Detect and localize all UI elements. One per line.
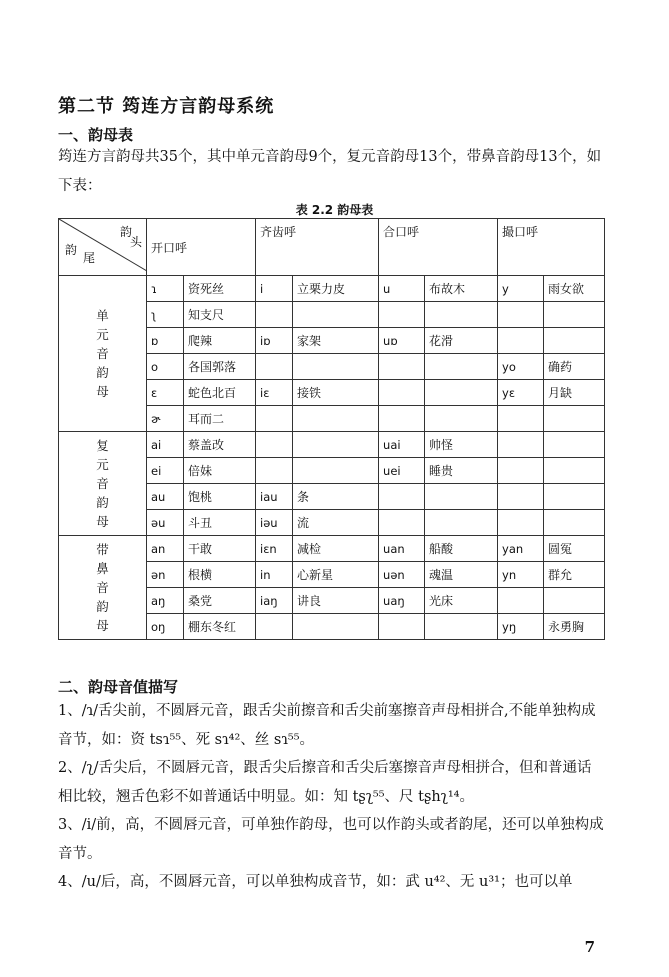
group-label (59, 432, 147, 536)
example-cell: 永勇胸 (544, 614, 605, 640)
paragraph-1: 1、/ɿ/舌尖前，不圆唇元音，跟舌尖前擦音和舌尖前塞擦音声母相拼合,不能单独构成音节，如：资 tsɿ⁵⁵、死 sɿ⁴²、丝 sɿ⁵⁵。 (58, 703, 596, 748)
example-cell (544, 302, 605, 328)
ipa-cell: in (256, 562, 293, 588)
corner-label-left: 韵 (65, 243, 78, 257)
example-cell: 爬辣 (184, 328, 256, 354)
example-cell: 桑党 (184, 588, 256, 614)
ipa-cell: ai (147, 432, 184, 458)
ipa-cell: iau (256, 484, 293, 510)
ipa-cell: y (498, 276, 544, 302)
ipa-cell (379, 406, 425, 432)
example-cell: 月缺 (544, 380, 605, 406)
ipa-cell: iɛn (256, 536, 293, 562)
ipa-cell: yn (498, 562, 544, 588)
table-row (59, 276, 605, 302)
ipa-cell (498, 484, 544, 510)
example-cell: 各国郭落 (184, 354, 256, 380)
table-corner-cell (59, 219, 147, 276)
example-cell: 知支尺 (184, 302, 256, 328)
example-cell: 群允 (544, 562, 605, 588)
example-cell: 干敢 (184, 536, 256, 562)
ipa-cell: yan (498, 536, 544, 562)
example-cell (544, 328, 605, 354)
rhyme-table (58, 218, 605, 640)
example-cell (425, 354, 498, 380)
example-cell: 睡贵 (425, 458, 498, 484)
ipa-cell (256, 432, 293, 458)
ipa-cell (379, 380, 425, 406)
example-cell: 条 (293, 484, 379, 510)
ipa-cell (498, 432, 544, 458)
example-cell: 资死丝 (184, 276, 256, 302)
group-label (59, 536, 147, 640)
ipa-cell (498, 458, 544, 484)
page-number: 7 (584, 938, 595, 956)
ipa-cell (498, 406, 544, 432)
intro-paragraph: 筠连方言韵母共35个，其中单元音韵母9个，复元音韵母13个，带鼻音韵母13个，如下表： (58, 149, 602, 194)
example-cell: 减检 (293, 536, 379, 562)
example-cell: 雨女欲 (544, 276, 605, 302)
ipa-cell (256, 614, 293, 640)
ipa-cell: an (147, 536, 184, 562)
ipa-cell: au (147, 484, 184, 510)
example-cell (544, 432, 605, 458)
ipa-cell (256, 354, 293, 380)
corner-label-bottom: 尾 (83, 251, 96, 265)
ipa-cell: iaŋ (256, 588, 293, 614)
example-cell (293, 302, 379, 328)
header-hekou: 合口呼 (379, 219, 498, 276)
ipa-cell: ʅ (147, 302, 184, 328)
group-label-text: 带鼻音韵母 (96, 542, 109, 633)
example-cell: 圆冤 (544, 536, 605, 562)
ipa-cell: uan (379, 536, 425, 562)
ipa-cell (498, 328, 544, 354)
ipa-cell: o (147, 354, 184, 380)
paragraph-4: 4、/u/后，高，不圆唇元音，可以单独构成音节，如：武 u⁴²、无 u³¹；也可以单 (58, 874, 573, 890)
ipa-cell: i (256, 276, 293, 302)
ipa-cell: uaŋ (379, 588, 425, 614)
ipa-cell (379, 510, 425, 536)
example-cell: 根横 (184, 562, 256, 588)
example-cell: 花滑 (425, 328, 498, 354)
example-cell (544, 588, 605, 614)
ipa-cell: yŋ (498, 614, 544, 640)
group-label-text: 复元音韵母 (96, 438, 109, 529)
ipa-cell: yo (498, 354, 544, 380)
example-cell (293, 432, 379, 458)
example-cell: 家架 (293, 328, 379, 354)
ipa-cell (379, 614, 425, 640)
ipa-cell: uən (379, 562, 425, 588)
ipa-cell: iɒ (256, 328, 293, 354)
ipa-cell: u (379, 276, 425, 302)
example-cell (544, 510, 605, 536)
example-cell: 魂温 (425, 562, 498, 588)
example-cell (425, 510, 498, 536)
example-cell: 耳而二 (184, 406, 256, 432)
example-cell: 立栗力皮 (293, 276, 379, 302)
subsection-title-1: 一、韵母表 (58, 126, 134, 144)
ipa-cell: ei (147, 458, 184, 484)
example-cell (293, 354, 379, 380)
example-cell (293, 458, 379, 484)
example-cell (293, 406, 379, 432)
example-cell: 布故木 (425, 276, 498, 302)
ipa-cell: ɿ (147, 276, 184, 302)
example-cell: 船酸 (425, 536, 498, 562)
ipa-cell (498, 302, 544, 328)
corner-label-mid: 头 (129, 235, 142, 249)
subsection-title-2: 二、韵母音值描写 (58, 678, 179, 696)
table-row (59, 432, 605, 458)
paragraph-3: 3、/i/前，高，不圆唇元音，可单独作韵母，也可以作韵头或者韵尾，还可以单独构成音节。 (58, 817, 604, 862)
ipa-cell (256, 458, 293, 484)
ipa-cell: iəu (256, 510, 293, 536)
example-cell: 棚东冬红 (184, 614, 256, 640)
ipa-cell: uai (379, 432, 425, 458)
ipa-cell: iɛ (256, 380, 293, 406)
header-qichi: 齐齿呼 (256, 219, 379, 276)
group-label (59, 276, 147, 432)
example-cell (425, 614, 498, 640)
ipa-cell: oŋ (147, 614, 184, 640)
header-cuokou: 撮口呼 (498, 219, 605, 276)
example-cell: 确药 (544, 354, 605, 380)
example-cell (425, 302, 498, 328)
example-cell: 饱桃 (184, 484, 256, 510)
ipa-cell: ən (147, 562, 184, 588)
ipa-cell (379, 354, 425, 380)
example-cell (544, 458, 605, 484)
paragraph-2: 2、/ʅ/舌尖后，不圆唇元音，跟舌尖后擦音和舌尖后塞擦音声母相拼合，但和普通话相比较，翘舌色彩不如普通话中明显。如：知 tʂʅ⁵⁵、尺 tʂhʅ¹⁴。 (58, 760, 592, 805)
example-cell (293, 614, 379, 640)
table-caption: 表 2.2 韵母表 (295, 203, 374, 217)
ipa-cell: ɛ (147, 380, 184, 406)
ipa-cell: yɛ (498, 380, 544, 406)
ipa-cell: uɒ (379, 328, 425, 354)
corner-label-top: 韵 (119, 225, 132, 239)
ipa-cell: əu (147, 510, 184, 536)
example-cell: 蛇色北百 (184, 380, 256, 406)
ipa-cell (379, 484, 425, 510)
ipa-cell: ɚ (147, 406, 184, 432)
example-cell: 蔡盖改 (184, 432, 256, 458)
ipa-cell: ɒ (147, 328, 184, 354)
ipa-cell: aŋ (147, 588, 184, 614)
example-cell: 讲良 (293, 588, 379, 614)
section-title: 第二节 筠连方言韵母系统 (58, 96, 275, 117)
example-cell: 流 (293, 510, 379, 536)
ipa-cell (256, 406, 293, 432)
table-header-row (59, 219, 605, 276)
example-cell: 帅怪 (425, 432, 498, 458)
example-cell: 斗丑 (184, 510, 256, 536)
example-cell (544, 484, 605, 510)
ipa-cell (498, 510, 544, 536)
example-cell (425, 380, 498, 406)
ipa-cell (498, 588, 544, 614)
example-cell: 光床 (425, 588, 498, 614)
example-cell: 接铁 (293, 380, 379, 406)
group-label-text: 单元音韵母 (96, 308, 109, 399)
ipa-cell (256, 302, 293, 328)
header-kaikou: 开口呼 (147, 219, 256, 276)
example-cell: 心新星 (293, 562, 379, 588)
example-cell (425, 484, 498, 510)
ipa-cell (379, 302, 425, 328)
example-cell (425, 406, 498, 432)
ipa-cell: uei (379, 458, 425, 484)
table-row (59, 536, 605, 562)
example-cell: 倍妹 (184, 458, 256, 484)
example-cell (544, 406, 605, 432)
